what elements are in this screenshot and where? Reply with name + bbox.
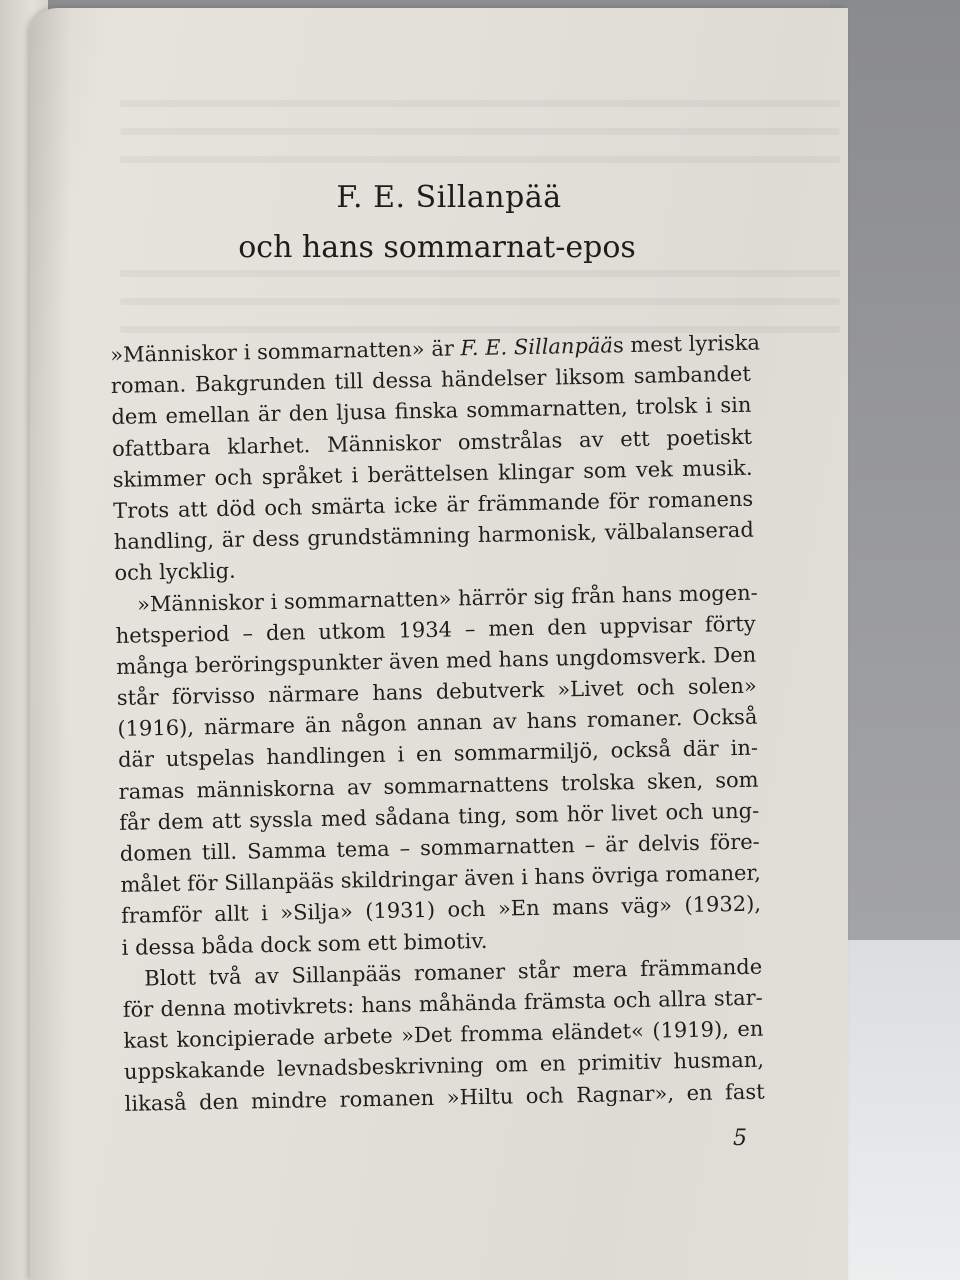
page-number: 5	[733, 1126, 747, 1151]
text-line: handling, är dess grundstämning harmonisk, välbalanserad	[113, 517, 754, 555]
text-line: »Människor i sommarnatten» är F. E. Sillanpääs mest lyriska	[110, 330, 761, 367]
text-line: Trots att död och smärta icke är främmande för romanens	[113, 486, 754, 523]
text-line: för denna motivkrets: hans måhända främsta och allra star-	[122, 985, 763, 1022]
background-wall	[830, 0, 960, 945]
text-line: ramas människorna av sommarnattens trolska sken, som	[118, 767, 759, 804]
bleed-through	[120, 156, 840, 163]
text-line: Blott två av Sillanpääs romaner står mera främmande	[144, 954, 763, 991]
body-text	[110, 328, 765, 1120]
bleed-through	[120, 298, 840, 305]
text-line: framför allt i »Silja» (1931) och »En mans väg» (1932),	[120, 891, 762, 929]
text-line: står förvisso närmare hans debutverk »Livet och solen»	[116, 673, 757, 710]
text-line: domen till. Samma tema – sommarnatten – är delvis före-	[119, 829, 760, 866]
text-line: likaså den mindre romanen »Hiltu och Ragnar», en fast	[124, 1079, 765, 1116]
text-line: i dessa båda dock som ett bimotiv.	[121, 928, 488, 960]
background-shelf	[830, 940, 960, 1280]
text-line: (1916), närmare än någon annan av hans romaner. Också	[117, 704, 758, 742]
text-line: kast koncipierade arbete »Det fromma eländet« (1919), en	[123, 1016, 764, 1053]
text-line: målet för Sillanpääs skildringar även i hans övriga romaner,	[120, 860, 762, 898]
text-line: uppskakande levnadsbeskrivning om en primitiv husman,	[123, 1047, 765, 1085]
bleed-through	[120, 100, 840, 107]
bleed-through	[120, 270, 840, 277]
paragraph	[122, 951, 765, 1119]
bleed-through	[120, 128, 840, 135]
author-name-italic: F. E. Sillanpää	[460, 333, 614, 361]
text-line: många beröringspunkter även med hans ungdomsverk. Den	[116, 642, 757, 679]
text-line: och lycklig.	[114, 558, 236, 586]
text-line: skimmer och språket i berättelsen klingar som vek musik.	[112, 455, 753, 492]
text-line: dem emellan är den ljusa finska sommarnatten, trolsk i sin	[111, 393, 752, 430]
paragraph	[115, 577, 762, 963]
text-line: »Människor i sommarnatten» härrör sig från hans mogen-	[136, 580, 758, 617]
text-line: där utspelas handlingen i en sommarmiljö, också där in-	[117, 736, 759, 773]
paragraph	[110, 328, 761, 590]
chapter-subtitle: och hans sommarnat-epos	[238, 230, 636, 265]
chapter-title: F. E. Sillanpää	[336, 180, 562, 215]
text-line: hetsperiod – den utkom 1934 – men den uppvisar förty	[115, 611, 756, 648]
text-line: roman. Bakgrunden till dessa händelser liksom sambandet	[110, 361, 751, 399]
text-line: ofattbara klarhet. Människor omstrålas av ett poetiskt	[111, 424, 753, 461]
text-line: får dem att syssla med sådana ting, som hör livet och ung-	[119, 798, 760, 835]
